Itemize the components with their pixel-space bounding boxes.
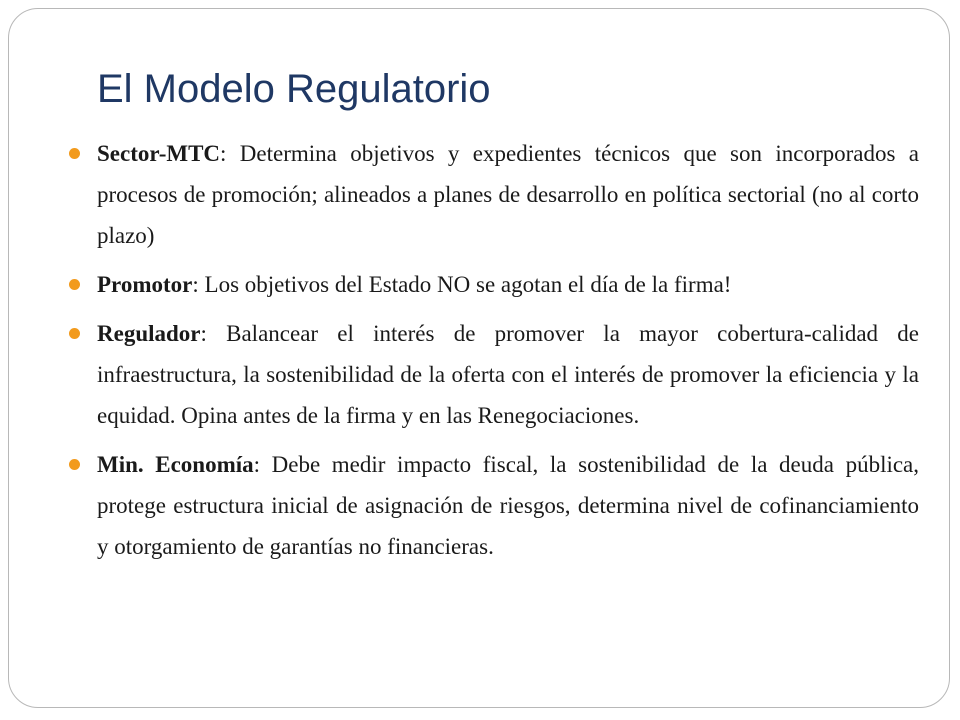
bullet-item-promotor [69,264,919,305]
bullet-dot-icon [69,279,80,290]
bullet-item-sector-mtc [69,133,919,256]
bullet-item-min-economia [69,444,919,567]
bullet-text: : Balancear el interés de promover la mayor cobertura-calidad de infraestructura, la sostenibilidad de la oferta con el interés de promover la eficiencia y la equidad. Opina antes de la firma y en las Renegociaciones. [97,321,919,428]
bullet-dot-icon [69,459,80,470]
bullet-dot-icon [69,328,80,339]
bullet-term: Min. Economía [97,452,254,477]
bullet-dot-icon [69,148,80,159]
slide-title: El Modelo Regulatorio [97,67,491,111]
bullet-text: : Debe medir impacto fiscal, la sostenibilidad de la deuda pública, protege estructura inicial de asignación de riesgos, determina nivel de cofinanciamiento y otorgamiento de garantías no financieras. [97,452,920,559]
bullet-list [69,133,919,575]
bullet-text: : Los objetivos del Estado NO se agotan el día de la firma! [192,272,732,297]
bullet-term: Promotor [97,272,193,297]
bullet-term: Sector-MTC [97,141,221,166]
bullet-item-regulador [69,313,919,436]
slide-frame [8,8,950,708]
bullet-term: Regulador [97,321,201,346]
bullet-text: : Determina objetivos y expedientes técnicos que son incorporados a procesos de promoción; alineados a planes de desarrollo en política sectorial (no al corto plazo) [97,141,919,248]
